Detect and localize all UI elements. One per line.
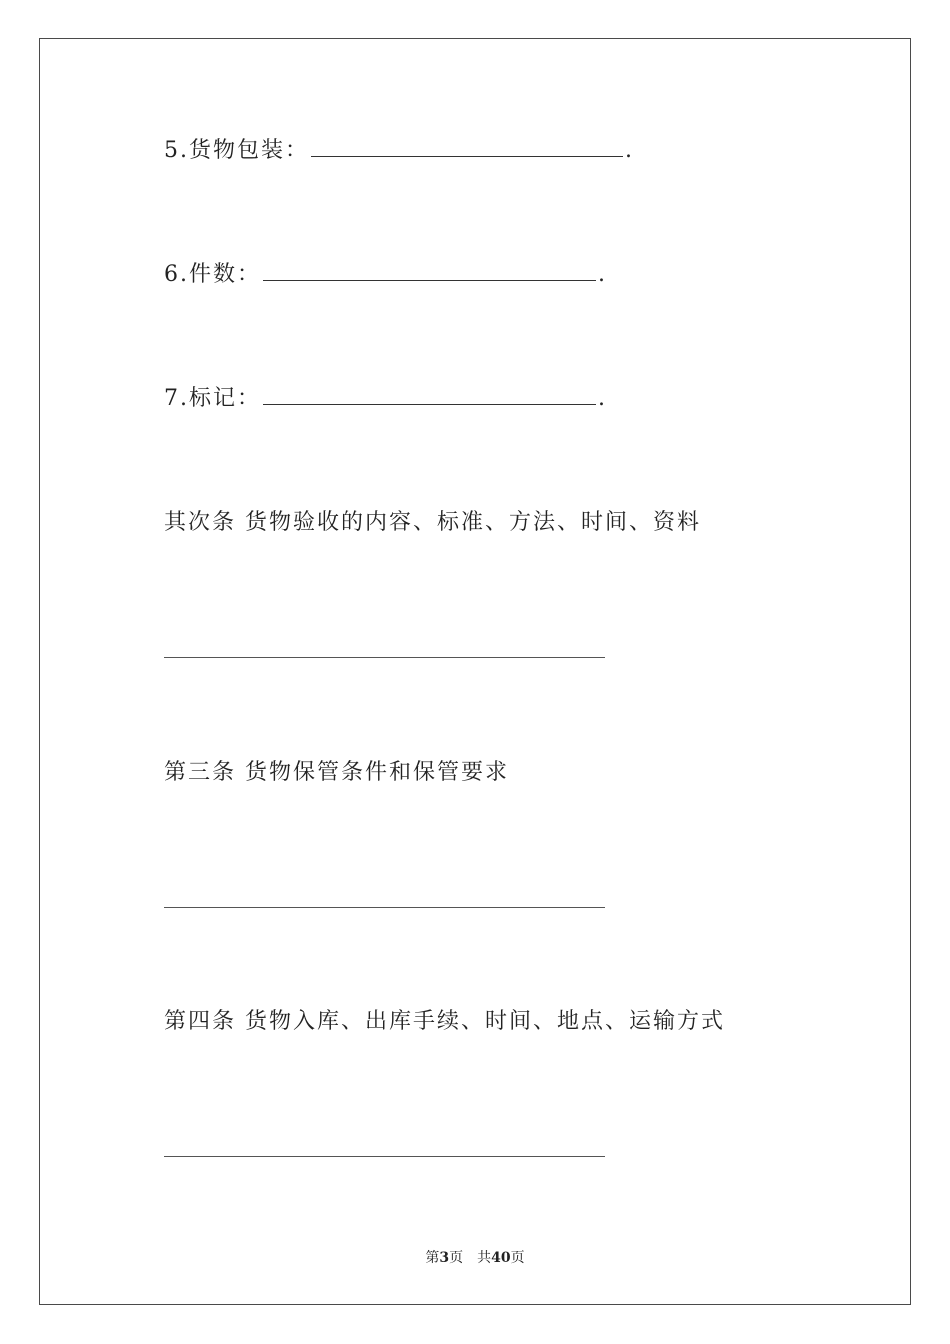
footer-total-prefix: 共 [477, 1250, 492, 1266]
article-warehousing-blank-line[interactable] [164, 1156, 605, 1157]
article-heading-warehousing: 第四条 货物入库、出库手续、时间、地点、运输方式 [164, 1009, 725, 1034]
item-end: . [598, 386, 607, 411]
marking-blank-field[interactable] [263, 384, 596, 405]
piece-count-blank-field[interactable] [263, 260, 596, 281]
packaging-blank-field[interactable] [311, 136, 623, 157]
article-storage-blank-line[interactable] [164, 907, 605, 908]
article-heading-inspection: 其次条 货物验收的内容、标准、方法、时间、资料 [164, 510, 701, 535]
item-label: 6.件数： [164, 262, 261, 287]
article-inspection-blank-line[interactable] [164, 657, 605, 658]
footer-page-number: 3 [439, 1250, 450, 1266]
item-label: 7.标记： [164, 386, 261, 411]
footer-total-suffix: 页 [510, 1250, 525, 1266]
article-heading-storage: 第三条 货物保管条件和保管要求 [164, 760, 509, 785]
page-footer [0, 1247, 950, 1267]
footer-total-number: 40 [491, 1250, 511, 1266]
item-end: . [598, 262, 607, 287]
item-marking [164, 384, 607, 414]
item-piece-count [164, 260, 607, 290]
footer-page-suffix: 页 [449, 1250, 464, 1266]
page-border [39, 38, 911, 1305]
item-label: 5.货物包装： [164, 138, 309, 163]
item-goods-packaging [164, 136, 634, 166]
footer-page-prefix: 第 [425, 1250, 440, 1266]
item-end: . [625, 138, 634, 163]
